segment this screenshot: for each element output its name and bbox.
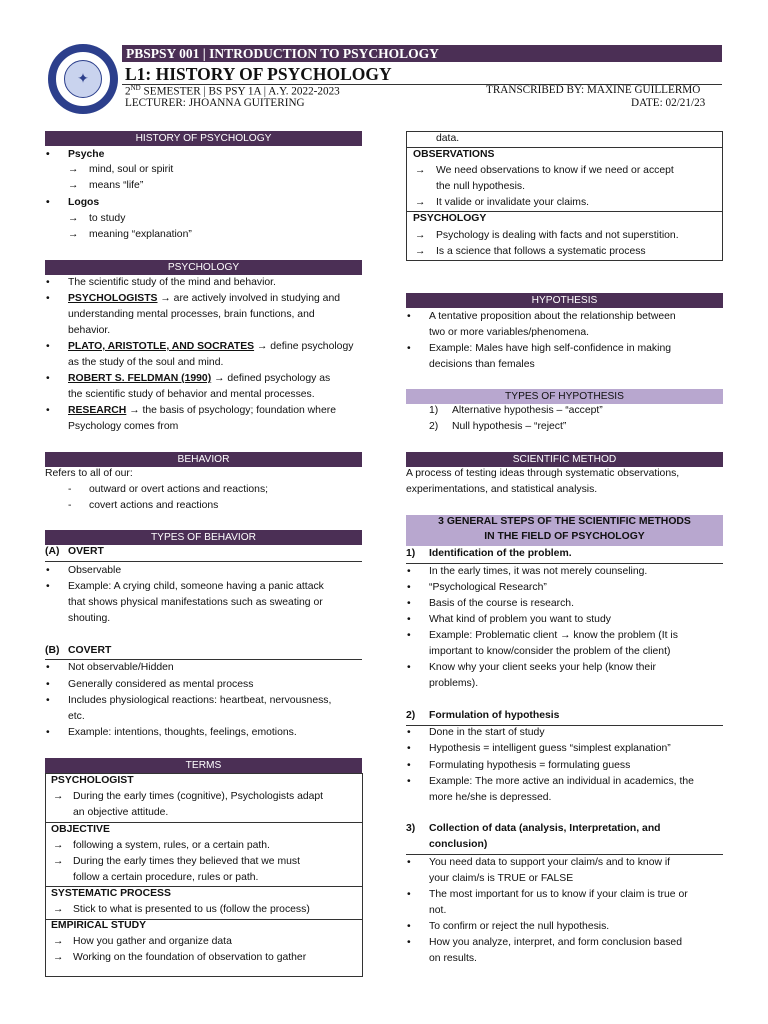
types-behavior-heading: TYPES OF BEHAVIOR <box>45 530 362 545</box>
step-item: • Done in the start of study <box>429 727 545 738</box>
behavior-item: covert actions and reactions <box>89 500 219 511</box>
covert-label: (B) <box>45 645 60 656</box>
terms-row-divider <box>406 211 723 212</box>
overt-example: • Example: A crying child, someone having a panic attack <box>68 581 324 592</box>
semester-line: 2ND SEMESTER | BS PSY 1A | A.Y. 2022-2023 <box>125 84 340 98</box>
behavior-intro: Refers to all of our: <box>45 468 133 479</box>
hypothesis-definition-cont: two or more variables/phenomena. <box>429 327 589 338</box>
step-title: Identification of the problem. <box>429 548 572 559</box>
step-item: • Hypothesis = intelligent guess “simplest explanation” <box>429 743 671 754</box>
covert-title: COVERT <box>68 645 112 656</box>
step-number: 3) <box>406 823 416 834</box>
step-rule <box>406 725 723 726</box>
psyche-term: • Psyche <box>68 149 104 160</box>
lecturer-line: LECTURER: JHOANNA GUITERING <box>125 97 305 109</box>
hypothesis-example-cont: decisions than females <box>429 359 535 370</box>
term-psychologist-desc-cont: an objective attitude. <box>73 807 169 818</box>
types-hypothesis-heading: TYPES OF HYPOTHESIS <box>406 389 723 404</box>
step-item: • You need data to support your claim/s and to know if <box>429 857 670 868</box>
psychology-definition: • The scientific study of the mind and behavior. <box>68 277 276 288</box>
covert-example: • Example: intentions, thoughts, feelings, emotions. <box>68 727 297 738</box>
step-item: • To confirm or reject the null hypothesis. <box>429 921 609 932</box>
transcriber-line: TRANSCRIBED BY: MAXINE GUILLERMO <box>486 84 701 96</box>
feldman-point: • ROBERT S. FELDMAN (1990) → defined psychology as <box>68 373 330 384</box>
scientific-method-desc: A process of testing ideas through systematic observations, <box>406 468 680 479</box>
philosophers-point-cont: as the study of the soul and mind. <box>68 357 224 368</box>
overt-title: OVERT <box>68 546 104 557</box>
term-systematic-desc: Stick to what is presented to us (follow the process) <box>73 904 310 915</box>
term-objective: OBJECTIVE <box>51 824 110 835</box>
overt-example-cont: shouting. <box>68 613 111 624</box>
psyche-item: means “life” <box>89 180 144 191</box>
arrow-icon: → <box>415 197 426 208</box>
hypothesis-heading: HYPOTHESIS <box>406 293 723 308</box>
term-empirical-desc: Working on the foundation of observation to gather <box>73 952 307 963</box>
arrow-icon: → <box>53 856 64 867</box>
seal-core: ✦ <box>64 60 102 98</box>
steps-heading-cont: IN THE FIELD OF PSYCHOLOGY <box>484 531 645 542</box>
hypothesis-type-number: 2) <box>429 421 439 432</box>
step-item: • In the early times, it was not merely counseling. <box>429 566 647 577</box>
psychology-heading: PSYCHOLOGY <box>45 260 362 275</box>
term-psychologist-desc: During the early times (cognitive), Psychologists adapt <box>73 791 324 802</box>
step-item-cont: more he/she is depressed. <box>429 792 552 803</box>
date-line: DATE: 02/21/23 <box>631 97 706 109</box>
term-observations-desc: It valide or invalidate your claims. <box>436 197 590 208</box>
term-psychologist: PSYCHOLOGIST <box>51 775 134 786</box>
terms-heading: TERMS <box>45 758 362 773</box>
psychologists-point-cont: behavior. <box>68 325 111 336</box>
term-empirical-desc: How you gather and organize data <box>73 936 232 947</box>
terms-row-divider <box>45 886 363 887</box>
philosophers-point: • PLATO, ARISTOTLE, AND SOCRATES → define psychology <box>68 341 353 352</box>
step-title: Collection of data (analysis, Interpretation, and <box>429 823 661 834</box>
arrow-icon: → <box>53 936 64 947</box>
step-item-cont: not. <box>429 905 447 916</box>
step-item: • What kind of problem you want to study <box>429 614 611 625</box>
step-item: • Example: The more active an individual in academics, the <box>429 776 694 787</box>
arrow-icon: → <box>68 229 79 240</box>
step-title: Formulation of hypothesis <box>429 710 560 721</box>
covert-rule <box>45 659 362 660</box>
covert-item-cont: etc. <box>68 711 85 722</box>
step-number: 1) <box>406 548 416 559</box>
step-item-cont: problems). <box>429 678 479 689</box>
hypothesis-definition: • A tentative proposition about the relationship between <box>429 311 676 322</box>
hypothesis-type: Null hypothesis – “reject” <box>452 421 567 432</box>
scientific-method-desc-cont: experimentations, and statistical analysis. <box>406 484 598 495</box>
step-rule <box>406 854 723 855</box>
step-item-cont: your claim/s is TRUE or FALSE <box>429 873 574 884</box>
step-item: • Know why your client seeks your help (know their <box>429 662 656 673</box>
overt-label: (A) <box>45 546 60 557</box>
arrow-icon: → <box>68 164 79 175</box>
arrow-icon: → <box>415 246 426 257</box>
research-point-cont: Psychology comes from <box>68 421 179 432</box>
psychologists-point-cont: understanding mental processes, brain functions, and <box>68 309 315 320</box>
scientific-method-heading: SCIENTIFIC METHOD <box>406 452 723 467</box>
term-psychology: PSYCHOLOGY <box>413 213 487 224</box>
logos-term: • Logos <box>68 197 99 208</box>
step-item: • Formulating hypothesis = formulating guess <box>429 760 630 771</box>
step-item: • The most important for us to know if your claim is true or <box>429 889 688 900</box>
term-psychology-desc: Is a science that follows a systematic process <box>436 246 646 257</box>
term-objective-desc: During the early times they believed that we must <box>73 856 300 867</box>
term-empirical: EMPIRICAL STUDY <box>51 920 147 931</box>
feldman-point-cont: the scientific study of behavior and mental processes. <box>68 389 315 400</box>
psyche-item: mind, soul or spirit <box>89 164 174 175</box>
hypothesis-type: Alternative hypothesis – “accept” <box>452 405 603 416</box>
arrow-icon: → <box>415 165 426 176</box>
step-item-cont: important to know/consider the problem of the client) <box>429 646 671 657</box>
term-systematic: SYSTEMATIC PROCESS <box>51 888 171 899</box>
terms-row-divider <box>45 822 363 823</box>
behavior-item: outward or overt actions and reactions; <box>89 484 269 495</box>
term-objective-desc-cont: follow a certain procedure, rules or path. <box>73 872 259 883</box>
history-heading: HISTORY OF PSYCHOLOGY <box>45 131 362 146</box>
step-item: • “Psychological Research” <box>429 582 547 593</box>
step-item-cont: on results. <box>429 953 477 964</box>
term-psychology-desc: Psychology is dealing with facts and not superstition. <box>436 230 679 241</box>
step-item: • Example: Problematic client → know the problem (It is <box>429 630 678 641</box>
hypothesis-example: • Example: Males have high self-confidence in making <box>429 343 671 354</box>
hypothesis-type-number: 1) <box>429 405 439 416</box>
step-title-cont: conclusion) <box>429 839 488 850</box>
term-observations-desc-cont: the null hypothesis. <box>436 181 525 192</box>
covert-item: • Includes physiological reactions: heartbeat, nervousness, <box>68 695 331 706</box>
overt-item: • Observable <box>68 565 121 576</box>
covert-item: • Generally considered as mental process <box>68 679 253 690</box>
dash-icon: - <box>68 500 72 511</box>
arrow-icon: → <box>53 904 64 915</box>
arrow-icon: → <box>68 213 79 224</box>
course-bar: PBSPSY 001 | INTRODUCTION TO PSYCHOLOGY <box>122 45 722 62</box>
step-item: • How you analyze, interpret, and form conclusion based <box>429 937 682 948</box>
logos-item: to study <box>89 213 126 224</box>
behavior-heading: BEHAVIOR <box>45 452 362 467</box>
steps-heading: 3 GENERAL STEPS OF THE SCIENTIFIC METHODS <box>438 516 691 527</box>
university-seal-icon <box>48 44 118 114</box>
step-item: • Basis of the course is research. <box>429 598 574 609</box>
term-objective-desc: following a system, rules, or a certain path. <box>73 840 270 851</box>
arrow-icon: → <box>53 791 64 802</box>
term-observations: OBSERVATIONS <box>413 149 495 160</box>
arrow-icon: → <box>68 180 79 191</box>
arrow-icon: → <box>415 230 426 241</box>
terms-row-divider <box>406 147 723 148</box>
step-rule <box>406 563 723 564</box>
arrow-icon: → <box>53 840 64 851</box>
covert-item: • Not observable/Hidden <box>68 662 174 673</box>
dash-icon: - <box>68 484 72 495</box>
overt-example-cont: that shows physical manifestations such as sweating or <box>68 597 323 608</box>
term-observations-desc: We need observations to know if we need or accept <box>436 165 674 176</box>
empirical-desc-cont: data. <box>436 133 460 144</box>
arrow-icon: → <box>53 952 64 963</box>
research-point: • RESEARCH → the basis of psychology; foundation where <box>68 405 336 416</box>
logos-item: meaning “explanation” <box>89 229 192 240</box>
lesson-title: L1: HISTORY OF PSYCHOLOGY <box>125 64 392 84</box>
step-number: 2) <box>406 710 416 721</box>
overt-rule <box>45 561 362 562</box>
psychologists-point: • PSYCHOLOGISTS → are actively involved in studying and <box>68 293 340 304</box>
